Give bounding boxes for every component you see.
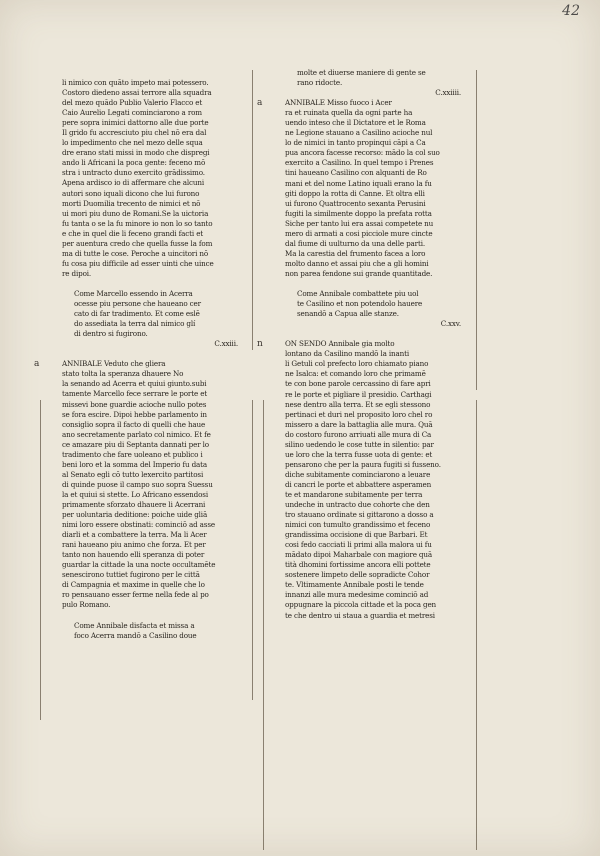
text-line: re dipoi. [62, 268, 92, 278]
text-line: ra et ruinata quella da ogni parte ha [285, 108, 413, 118]
text-line: non parea fendone sui grande quantitade. [285, 268, 433, 278]
text-line: Ma la carestia del frumento facea a loro [285, 248, 426, 258]
rubric-line: ocesse piu persone che haueano cer [74, 299, 201, 309]
text-line: Apena ardisco io di affermare che alcuni [62, 178, 205, 188]
text-line: ne Isalca: et comando loro che primamē [285, 369, 426, 379]
text-line: molto danno et assai piu che a gli homini [285, 258, 429, 268]
right-rubric-continuation [285, 68, 465, 88]
text-line: li Getuli col prefecto loro chiamato piano [285, 359, 429, 369]
text-line: se fora escire. Dipoi hebbe parlamento in [62, 409, 207, 419]
left-chapter-rubric-1 [62, 289, 242, 339]
text-line: mero di armati a cosi picciole mure cincte [285, 228, 433, 238]
text-line: del mezo quādo Publio Valerio Flacco et [62, 98, 203, 108]
text-line: ne Legione stauano a Casilino acioche nul [285, 128, 433, 138]
text-line: do costoro furono arriuati alle mura di Ca [285, 429, 432, 439]
text-line: e che in quel die li feceno grandi facti et [62, 228, 204, 238]
text-line: ANNIBALE Veduto che gliera [62, 359, 166, 369]
text-line: lontano da Casilino mandō la inanti [285, 349, 410, 359]
text-line: pua ancora facesse recorso: mādo la col suo [285, 148, 440, 158]
text-line: tità dhomini fortissime ancora elli pottete [285, 560, 431, 570]
left-chapter-start [34, 359, 242, 610]
text-line: te et mandarone subitamente per terra [285, 489, 423, 499]
left-column [34, 78, 242, 641]
text-line: pulo Romano. [62, 600, 111, 610]
text-line: lo impedimento che nel mezo delle squa [62, 138, 203, 148]
text-line: exercito a Casilino. In quel tempo i Prenes [285, 158, 434, 168]
right-chapter-tag-1: C.xxiiii. [435, 88, 461, 98]
text-line: cosi fedo cacciati li primi alla malora ui fu [285, 540, 432, 550]
rubric-line: Come Marcello essendo in Acerra [74, 288, 193, 298]
text-line: pensarono che per la paura fugiti si fusseno. [285, 459, 441, 469]
text-line: dal fiume di uulturno da una delle parti. [285, 238, 425, 248]
text-line: nese dentro alla terra. Et se egli stessono [285, 399, 431, 409]
text-line: guardar la cittade la una nocte occultamēte [62, 560, 216, 570]
text-line: diarli et a combattere la terra. Ma li Acer [62, 530, 207, 540]
text-line: fu tanta o se la fu minore io non lo so tanto [62, 218, 213, 228]
column-rule [252, 70, 253, 350]
column-rule [476, 400, 477, 850]
text-line: Il grido fu accresciuto piu chel nō era dal [62, 128, 207, 138]
text-line: mādato dipoi Maharbale con magiore quā [285, 550, 432, 560]
text-line: ANNIBALE Misso fuoco i Acer [285, 98, 392, 108]
text-line: ce amazare piu di Septanta dannati per lo [62, 439, 209, 449]
text-line: lo de nimici in tanto propinqui cāpi a Ca [285, 138, 426, 148]
text-line: di cancri le porte et abbattere asperamen [285, 479, 432, 489]
text-line: oppugnare la piccola cittade et la poca gen [285, 600, 437, 610]
text-line: morti Duomilia trecento de nimici et nō [62, 198, 201, 208]
text-line: uendo inteso che il Dictatore et le Roma [285, 118, 426, 128]
rubric-line: foco Acerra mandō a Casilino doue [74, 630, 197, 640]
text-line: te. Vltimamente Annibale posti le tende [285, 580, 424, 590]
text-line: consiglio sopra il facto di quelli che haue [62, 419, 206, 429]
text-line: ro pensauano esser ferme nella fede al po [62, 590, 209, 600]
guide-letter: a [257, 98, 263, 109]
rubric-line: cato di far tradimento. Et come eslē [74, 309, 200, 319]
rubric-line: senandō a Capua alle stanze. [297, 309, 399, 319]
column-rule [252, 400, 253, 700]
text-line: stato tolta la speranza dhauere No [62, 369, 184, 379]
text-line: sostenere limpeto delle sopradicte Cohor [285, 570, 430, 580]
rubric-line: te Casilino et non potendolo hauere [297, 299, 423, 309]
text-line: ui furono Quattrocento sexanta Perusini [285, 198, 426, 208]
left-text-block-1 [62, 78, 242, 279]
text-line: grandissima occisione di que Barbari. Et [285, 530, 428, 540]
text-line: tradimento che fare uoleano et publico i [62, 449, 203, 459]
text-line: beni loro et la somma del Imperio fu data [62, 459, 208, 469]
text-line: te con bone parole cercassino di fare apri [285, 379, 431, 389]
text-line: nimi loro essere obstinati: cominciō ad asse [62, 520, 215, 530]
text-line: Caio Aurelio Legati cominciarono a rom [62, 108, 202, 118]
right-chapter-start-1 [257, 98, 465, 279]
text-line: diche subitamente cominciarono a leuare [285, 469, 431, 479]
text-line: te che dentro ui staua a guardia et metresi [285, 610, 435, 620]
rubric-line: Come Annibale disfacta et missa a [74, 620, 195, 630]
text-line: primamente sforzato dhauere li Acerrani [62, 499, 206, 509]
rubric-line: di dentro si fugirono. [74, 329, 148, 339]
text-line: dre erano stati missi in modo che dispregi [62, 148, 210, 158]
text-line: tanto non hauendo elli speranza di poter [62, 550, 205, 560]
text-line: fugiti la similmente doppo la prefata rotta [285, 208, 432, 218]
text-line: per uoluntaria deditione: poiche uide gliā [62, 510, 208, 520]
text-line: li nimico con quāto impeto mai potessero. [62, 78, 209, 87]
left-text-block-2 [62, 359, 242, 610]
column-rule [476, 70, 477, 390]
text-line: undeche in untracto due cohorte che den [285, 500, 430, 510]
text-line: giti doppo la rotta di Canne. Et oltra elli [285, 188, 425, 198]
text-line: tamente Marcello fece serrare le porte et [62, 389, 208, 399]
margin-rule [263, 400, 264, 850]
text-line: Siche per tanto lui era assai competete nu [285, 218, 434, 228]
text-line: pere sopra inimici dattorno alle due porte [62, 118, 209, 128]
text-line: mani et del nome Latino iquali erano la fu [285, 178, 432, 188]
right-chapter-tag-2: C.xxv. [440, 319, 461, 329]
right-text-block-2 [285, 339, 465, 620]
text-line: fu cosa piu difficile ad esser uinti che uince [62, 258, 214, 268]
right-text-block-1 [285, 98, 465, 279]
text-line: di Campagnia et maxime in quelle che lo [62, 580, 205, 590]
text-line: senescirono tuttiet fugirono per le cittā [62, 570, 200, 580]
text-line: al Senato egli cō tutto lexercito partitosi [62, 469, 204, 479]
text-line: innanzi alle mura medesime cominciō ad [285, 590, 429, 600]
guide-letter: a [34, 359, 40, 370]
text-line: ue loro che la terra fusse uota di gente: et [285, 449, 433, 459]
folio-number: 42 [562, 3, 580, 19]
text-line: rani haueano piu animo che forza. Et per [62, 540, 206, 550]
text-line: la et quiui si stette. Lo Africano essendosi [62, 489, 208, 499]
left-chapter-rubric-2 [62, 621, 242, 641]
rubric-line: molte et diuerse maniere di gente se [297, 68, 426, 77]
text-line: ando li Africani la poca gente: feceno mō [62, 158, 206, 168]
text-line: di quinde puose il campo suo sopra Suessu [62, 479, 213, 489]
text-line: missevi bone guardie acioche nullo potes [62, 399, 207, 409]
text-line: re le porte et pigliare il presidio. Carthagi [285, 389, 432, 399]
text-line: nimici con tumulto grandissimo et feceno [285, 520, 431, 530]
text-line: ma di tutte le cose. Peroche a uincitori nō [62, 248, 209, 258]
rubric-line: rano ridocte. [297, 78, 343, 88]
text-line: Costoro diedeno assai terrore alla squadra [62, 88, 212, 98]
rubric-line: Come Annibale combattete piu uol [297, 289, 419, 299]
text-line: pertinaci et duri nel proposito loro chel ro [285, 409, 433, 419]
right-chapter-rubric [285, 289, 465, 319]
text-line: silino uedendo le cose tutte in silentio: par [285, 439, 434, 449]
text-line: ui mori piu duno de Romani.Se la uictoria [62, 208, 209, 218]
text-line: stra i untracto duno exercito grādissimo. [62, 168, 205, 178]
text-line: la senando ad Acerra et quiui giunto.subi [62, 379, 207, 389]
margin-rule [40, 400, 41, 720]
text-line: missero a dare la battaglia alle mura. Quā [285, 419, 433, 429]
text-line: tini haueano Casilino con alquanti de Ro [285, 168, 427, 178]
text-line: autori sono iquali dicono che lui furono [62, 188, 200, 198]
guide-letter: n [257, 339, 263, 350]
text-line: ON SENDO Annibale gia molto [285, 339, 395, 349]
text-line: tro stauano ordinate si gittarono a dosso a [285, 510, 434, 520]
right-chapter-start-2 [257, 339, 465, 620]
left-chapter-tag-1: C.xxiii. [214, 339, 238, 349]
rubric-line: do assediata la terra dal nimico glí [74, 319, 196, 329]
text-line: ano secretamente parlato col nimico. Et fe [62, 429, 211, 439]
right-column [257, 68, 465, 621]
text-line: per auentura credo che quella fusse la fom [62, 238, 213, 248]
